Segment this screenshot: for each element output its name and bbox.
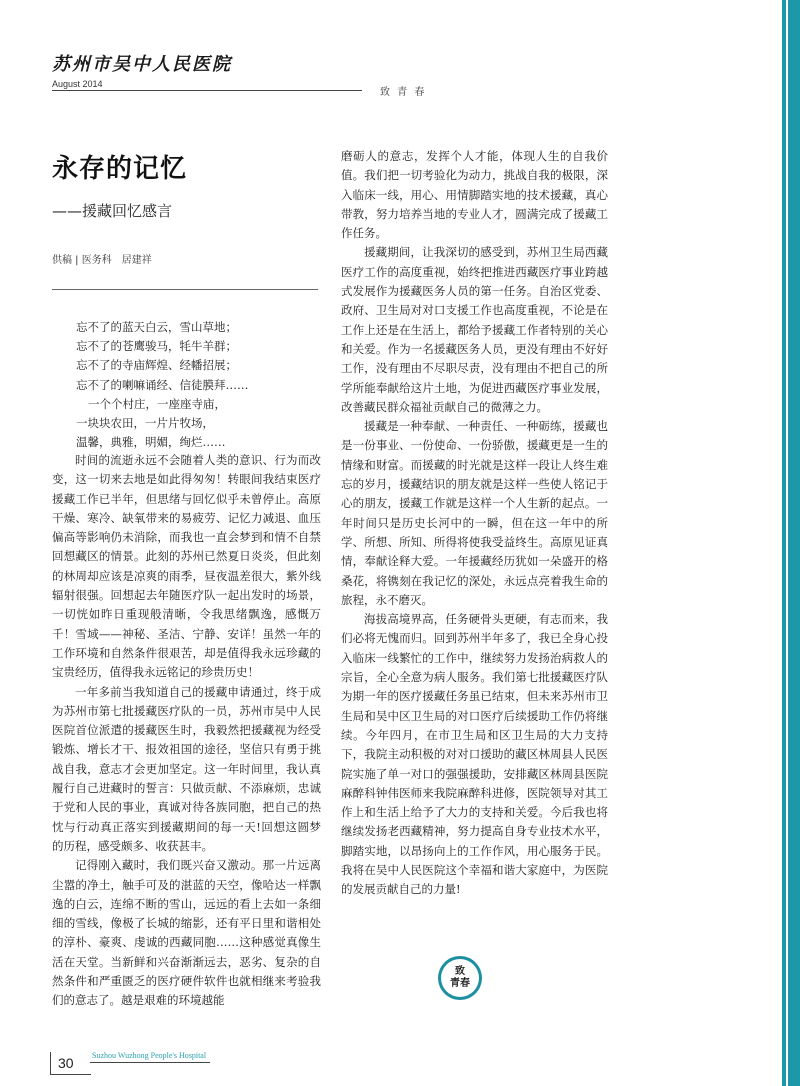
body-paragraph: 援藏期间，让我深切的感受到，苏州卫生局西藏医疗工作的高度重视，始终把推进西藏医疗事业跨越式发展作为援藏医务人员的第一任务。自治区党委、政府、卫生局对对口支援工作也高度重视，不论是在工作上还是在生活上，都给予援藏工作者特别的关心和关爱。作为一名援藏医务人员，更没有理由不好好工作，没有理由不尽职尽责，没有理由不把自己的所学所能奉献给这片土地，为促进西藏医疗事业发展，改善藏民群众福祉贡献自己的微薄之力。 (341, 245, 608, 414)
poem-block (76, 318, 326, 452)
hospital-name: 苏州市吴中人民医院 (52, 54, 232, 75)
body-paragraph: 海拔高境界高，任务硬骨头更硬，有志而来，我们必将无愧而归。回到苏州半年多了，我已全身心投入临床一线繁忙的工作中，继续努力发扬治病救人的宗旨，全心全意为病人服务。我们第七批援藏医疗队为期一年的医疗援藏任务虽已结束，但未来苏州市卫生局和吴中区卫生局的对口医疗后续援助工作仍将继续。今年四月，在市卫生局和区卫生局的大力支持下，我院主动积极的对对口援助的藏区林周县人民医院实施了单一对口的强强援助，安排藏区林周县医院麻醉科钟伟医师来我院麻醉科进修，医院领导对其工作上和生活上给予了大力的支持和关爱。今后我也将继续发扬老西藏精神，努力提高自身专业技术水平，脚踏实地，以昂扬向上的工作作风，用心服务于民。我将在吴中人民医院这个幸福和谐大家庭中，为医院的发展贡献自己的力量! (341, 612, 608, 897)
side-accent-stripe (786, 0, 788, 1086)
poem-line: 一块块农田，一片片牧场， (76, 416, 214, 431)
side-accent-bar (782, 0, 800, 1086)
poem-line: 忘不了的喇嘛诵经、信徒膜拜…… (76, 377, 249, 392)
masthead-rule (52, 90, 362, 91)
issue-date: August 2014 (52, 79, 103, 89)
badge-text-line2: 青春 (450, 978, 470, 989)
body-paragraph: 磨砺人的意志，发挥个人才能，体现人生的自我价值。我们把一切考验化为动力，挑战自我的极限，深入临床一线，用心、用情脚踏实地的技术援藏，真心带教，努力培养当地的专业人才，圆满完成了援藏工作任务。 (341, 149, 608, 241)
poem-line: 忘不了的寺庙辉煌、经幡招展； (76, 358, 237, 373)
section-label: 致 青 春 (380, 87, 427, 98)
right-column (341, 147, 608, 900)
footer-rule (90, 1062, 210, 1063)
body-paragraph: 记得刚入藏时，我们既兴奋又激动。那一片远离尘嚣的净土，触手可及的湛蓝的天空，像哈达一样飘逸的白云，连绵不断的雪山，远远的看上去如一条细细的雪线，像极了长城的缩影，还有平日里和谐相处的淳朴、豪爽、虔诚的西藏同胞……这种感觉真像生活在天堂。当新鲜和兴奋渐渐远去，恶劣、复杂的自然条件和严重匮乏的医疗硬件软件也就相继来考验我们的意志了。越是艰难的环境越能 (52, 858, 321, 1008)
poem-line: 忘不了的蓝天白云，雪山草地； (76, 320, 237, 334)
article-subtitle: ——援藏回忆感言 (52, 202, 173, 220)
body-paragraph: 时间的流逝永远不会随着人类的意识、行为而改变，这一切来去地是如此得匆匆！转眼间我结束医疗援藏工作已半年，但思绪与回忆似乎未曾停止。高原干燥、寒冷、缺氧带来的易疲劳、记忆力减退、血压偏高等影响仍未消除，而我也一直会梦到和情不自禁回想藏区的情景。此刻的苏州已然夏日炎炎，但此刻的林周却应该是凉爽的雨季，昼夜温差很大，紫外线辐射很强。回想起去年随医疗队一起出发时的场景，一切恍如昨日重现般清晰，令我思绪飘逸，感慨万千！雪域——神秘、圣洁、宁静、安详！虽然一年的工作环境和自然条件很艰苦，却是值得我永远珍藏的宝贵经历，值得我永远铭记的珍贵历史！ (52, 453, 321, 680)
badge-text-line1: 致 (455, 966, 465, 977)
byline: 供稿 | 医务科 居建祥 (52, 255, 152, 266)
poem-line: 忘不了的苍鹰骏马，牦牛羊群； (76, 339, 237, 354)
body-paragraph: 援藏是一种奉献、一种责任、一种砺练，援藏也是一份事业、一份使命、一份骄傲，援藏更是一生的情缘和财富。而援藏的时光就是这样一段让人终生难忘的岁月，援藏结识的朋友就是这样一些使人铭记于心的朋友，援藏工作就是这样一个人生新的起点。一年时间只是历史长河中的一瞬，但在这一年中的所学、所想、所知、所得将使我受益终生。高原见证真情，奉献诠释大爱。一年援藏经历犹如一朵盛开的格桑花，将镌刻在我记忆的深处，永远点亮着我生命的旅程，永不磨灭。 (341, 419, 608, 607)
byline-divider (52, 289, 318, 290)
article-title: 永存的记忆 (52, 154, 188, 184)
section-badge-inner (441, 959, 479, 997)
left-column (52, 451, 321, 1011)
poem-line: 一个个村庄，一座座寺庙， (88, 396, 226, 411)
body-paragraph: 一年多前当我知道自己的援藏申请通过，终于成为苏州市第七批援藏医疗队的一员，苏州市吴中人民医院首位派遣的援藏医生时，我毅然把援藏视为经受锻炼、增长才干、报效祖国的途径，坚信只有勇于挑战自我，意志才会更加坚定。这一年时间里，我认真履行自己进藏时的誓言：只做贡献、不添麻烦，忠诚于党和人民的事业，真诚对待各族同胞，把自己的热忱与行动真正落实到援藏期间的每一天!回想这圆梦的历程，感受颇多、收获甚丰。 (52, 684, 321, 853)
section-badge (438, 956, 482, 1000)
poem-line: 温馨，典雅，明媚，绚烂…… (76, 435, 226, 450)
page-number: 30 (58, 1055, 74, 1071)
footer-hospital-name: Suzhou Wuzhong People's Hospital (92, 1051, 207, 1060)
